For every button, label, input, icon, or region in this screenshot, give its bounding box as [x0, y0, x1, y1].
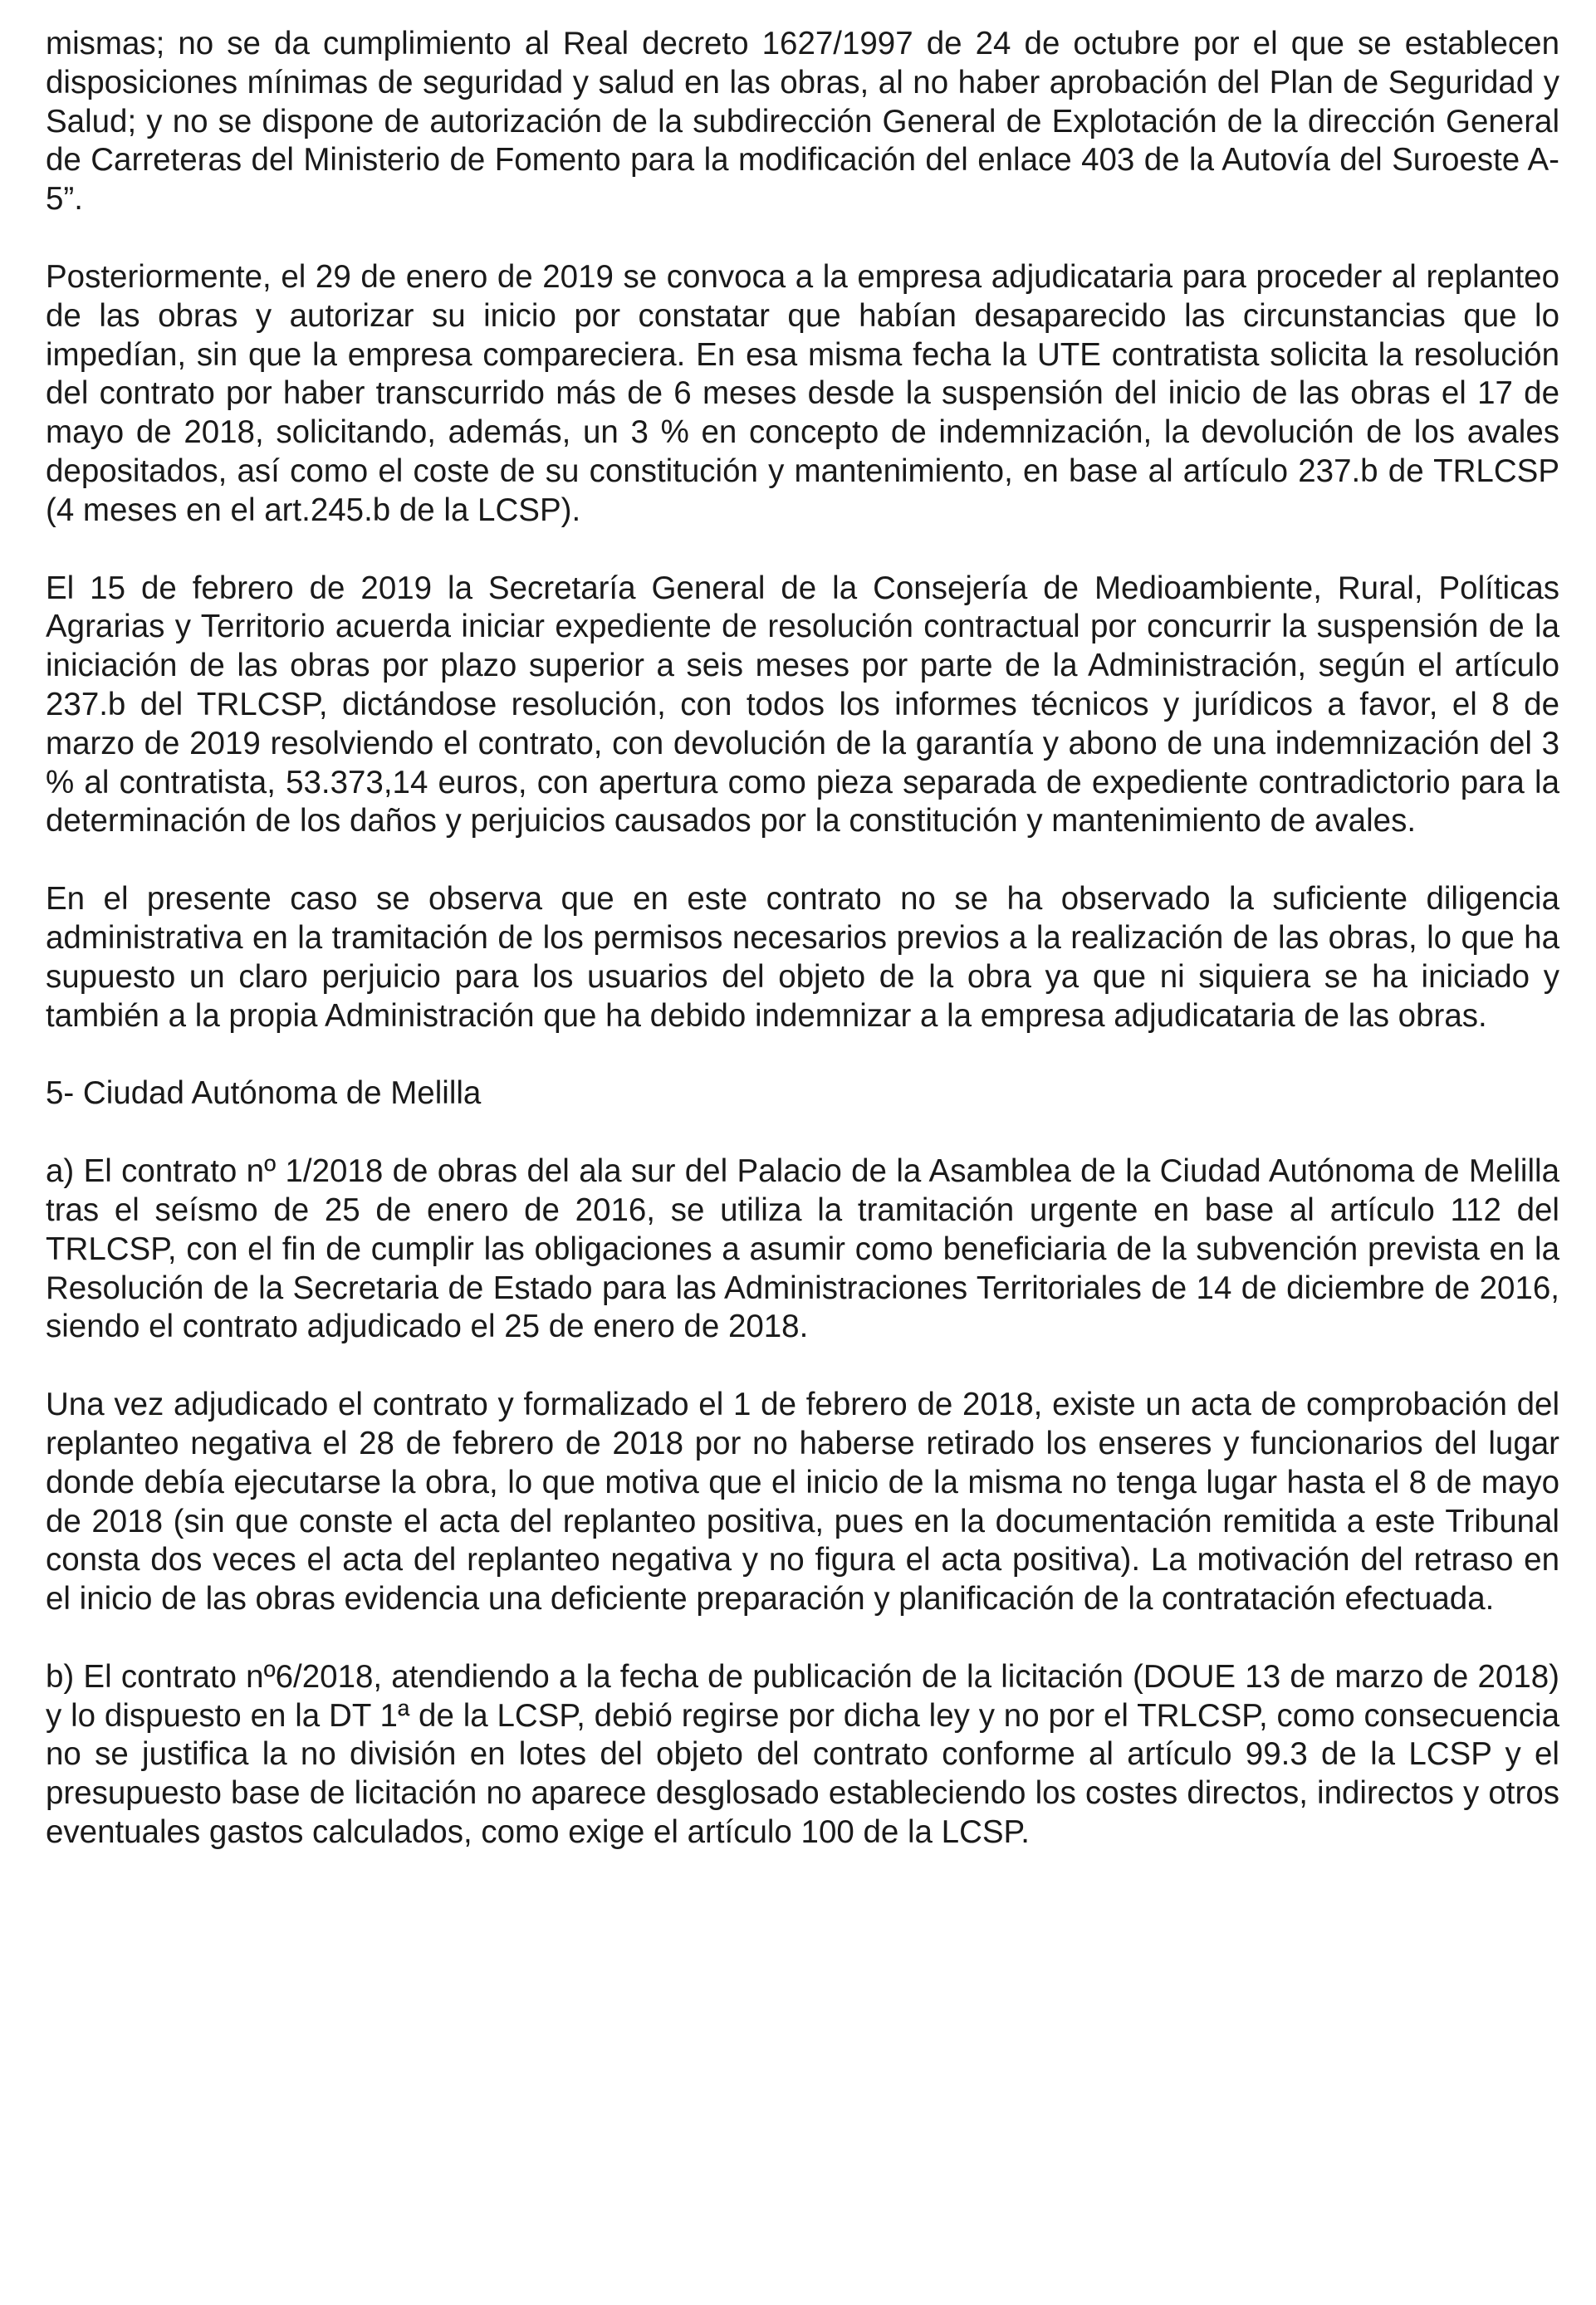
paragraph-contrato-1-2018: a) El contrato nº 1/2018 de obras del ala sur del Palacio de la Asamblea de la Ciudad Autónoma de Melilla tras el seísmo de 25 de enero de 2016, se utiliza la tramitación urgente en base al artículo 112 del TRLCSP, con el fin de cumplir las obligaciones a asumir como beneficiaria de la subvención prevista en la Resolución de la Secretaria de Estado para las Administraciones Territoriales de 14 de diciembre de 2016, siendo el contrato adjudicado el 25 de enero de 2018.: [46, 1153, 1559, 1345]
paragraph-replanteo-enero-2019: Posteriormente, el 29 de enero de 2019 se convoca a la empresa adjudicataria para proceder al replanteo de las obras y autorizar su inicio por constatar que habían desaparecido las circunstancias que lo impedían, sin que la empresa compareciera. En esa misma fecha la UTE contratista solicita la resolución del contrato por haber transcurrido más de 6 meses desde la suspensión del inicio de las obras el 17 de mayo de 2018, solicitando, además, un 3 % en concepto de indemnización, la devolución de los avales depositados, así como el coste de su constitución y mantenimiento, en base al artículo 237.b de TRLCSP (4 meses en el art.245.b de la LCSP).: [46, 258, 1559, 528]
paragraph-contrato-6-2018: b) El contrato nº6/2018, atendiendo a la fecha de publicación de la licitación (DOUE 13 de marzo de 2018) y lo dispuesto en la DT 1ª de la LCSP, debió regirse por dicha ley y no por el TRLCSP, como consecuencia no se justifica la no división en lotes del objeto del contrato conforme al artículo 99.3 de la LCSP y el presupuesto base de licitación no aparece desglosado estableciendo los costes directos, indirectos y otros eventuales gastos calculados, como exige el artículo 100 de la LCSP.: [46, 1658, 1559, 1851]
section-heading-melilla: 5- Ciudad Autónoma de Melilla: [46, 1075, 482, 1112]
paragraph-falta-diligencia: En el presente caso se observa que en este contrato no se ha observado la suficiente diligencia administrativa en la tramitación de los permisos necesarios previos a la realización de las obras, lo que ha supuesto un claro perjuicio para los usuarios del objeto de la obra ya que ni siquiera se ha iniciado y también a la propia Administración que ha debido indemnizar a la empresa adjudicataria de las obras.: [46, 881, 1559, 1034]
paragraph-acta-replanteo: Una vez adjudicado el contrato y formalizado el 1 de febrero de 2018, existe un acta de comprobación del replanteo negativa el 28 de febrero de 2018 por no haberse retirado los enseres y funcionarios del lugar donde debía ejecutarse la obra, lo que motiva que el inicio de la misma no tenga lugar hasta el 8 de mayo de 2018 (sin que conste el acta del replanteo positiva, pues en la documentación remitida a este Tribunal consta dos veces el acta del replanteo negativa y no figura el acta positiva). La motivación del retraso en el inicio de las obras evidencia una deficiente preparación y planificación de la contratación efectuada.: [46, 1387, 1559, 1617]
paragraph-resolucion-contractual: El 15 de febrero de 2019 la Secretaría General de la Consejería de Medioambiente, Rural, Políticas Agrarias y Territorio acuerda iniciar expediente de resolución contractual por concurrir la suspensión de la iniciación de las obras por plazo superior a seis meses por parte de la Administración, según el artículo 237.b del TRLCSP, dictándose resolución, con todos los informes técnicos y jurídicos a favor, el 8 de marzo de 2019 resolviendo el contrato, con devolución de la garantía y abono de una indemnización del 3 % al contratista, 53.373,14 euros, con apertura como pieza separada de expediente contradictorio para la determinación de los daños y perjuicios causados por la constitución y mantenimiento de avales.: [46, 570, 1559, 839]
paragraph-continuation-seguridad-salud: mismas; no se da cumplimiento al Real decreto 1627/1997 de 24 de octubre por el que se establecen disposiciones mínimas de seguridad y salud en las obras, al no haber aprobación del Plan de Seguridad y Salud; y no se dispone de autorización de la subdirección General de Explotación de la dirección General de Carreteras del Ministerio de Fomento para la modificación del enlace 403 de la Autovía del Suroeste A-5”.: [46, 26, 1559, 218]
document-page: [46, 25, 1559, 1891]
